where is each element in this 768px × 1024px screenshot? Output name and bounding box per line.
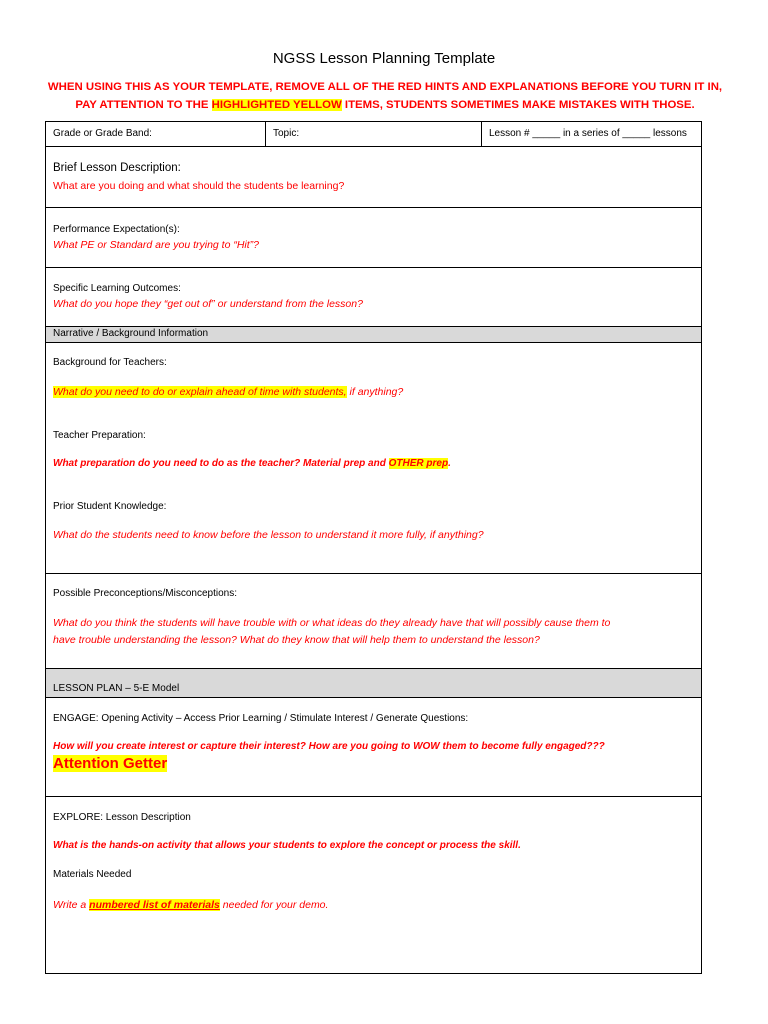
attention-getter: Attention Getter — [53, 755, 168, 772]
teacher-preparation-hint-main: What preparation do you need to do as the teacher? Material prep and — [53, 458, 389, 469]
misconceptions-hint-line-1: What do you think the students will have trouble with or what ideas do they already have that will possibly cause them to — [53, 617, 611, 629]
template-warning — [40, 78, 730, 114]
lesson-plan-section-title: LESSON PLAN – 5-E Model — [53, 683, 180, 694]
warning-text-1: WHEN USING THIS AS YOUR TEMPLATE, REMOVE ALL OF THE RED HINTS AND EXPLANATIONS BEFORE YOU TURN IT IN, PAY ATTENTION TO THE — [47, 81, 723, 111]
background-teachers-hint-rest: if anything? — [346, 386, 404, 398]
lesson-plan-section-header — [46, 669, 701, 698]
lesson-number-cell[interactable] — [482, 122, 701, 146]
learning-outcomes-hint: What do you hope they “get out of” or understand from the lesson? — [53, 298, 363, 310]
learning-outcomes-row[interactable] — [46, 268, 701, 327]
warning-text-2: ITEMS, STUDENTS SOMETIMES MAKE MISTAKES WITH THOSE. — [341, 99, 695, 111]
prior-knowledge-hint: What do the students need to know before the lesson to understand it more fully, if anything? — [53, 529, 484, 541]
engage-label: ENGAGE: Opening Activity – Access Prior Learning / Stimulate Interest / Generate Questions: — [53, 713, 469, 724]
brief-description-row[interactable] — [46, 147, 701, 208]
narrative-body-row[interactable] — [46, 343, 701, 574]
topic-cell[interactable] — [266, 122, 482, 146]
grade-cell[interactable] — [46, 122, 266, 146]
explore-row[interactable] — [46, 797, 701, 973]
engage-hint: How will you create interest or capture their interest? How are you going to WOW them to become fully engaged??? — [53, 741, 605, 752]
misconceptions-row[interactable] — [46, 574, 701, 669]
materials-needed-label: Materials Needed — [53, 869, 132, 880]
explore-hint: What is the hands-on activity that allows your students to explore the concept or process the skill. — [53, 840, 521, 851]
background-teachers-hint-highlight: What do you need to do or explain ahead of time with students, — [53, 386, 347, 398]
brief-description-colon: : — [177, 162, 181, 174]
learning-outcomes-label: Specific Learning Outcomes: — [53, 283, 181, 294]
grade-label: Grade or Grade Band: — [53, 128, 152, 139]
engage-row[interactable] — [46, 698, 701, 797]
topic-label: Topic: — [273, 128, 300, 139]
teacher-preparation-hint-highlight: OTHER prep — [388, 458, 449, 469]
warning-highlight: HIGHLIGHTED YELLOW — [211, 99, 342, 111]
background-teachers-label: Background for Teachers: — [53, 357, 167, 368]
misconceptions-label: Possible Preconceptions/Misconceptions: — [53, 588, 237, 599]
teacher-preparation-hint-end: . — [448, 458, 451, 469]
narrative-section-header — [46, 327, 701, 343]
performance-expectation-row[interactable] — [46, 208, 701, 268]
materials-hint — [53, 899, 328, 911]
brief-description-title: Brief Lesson Description — [53, 162, 178, 174]
performance-expectation-label: Performance Expectation(s): — [53, 224, 180, 235]
header-row — [46, 122, 701, 147]
performance-expectation-hint: What PE or Standard are you trying to “Hit”? — [53, 239, 260, 251]
lesson-plan-table — [45, 121, 702, 974]
brief-description-label — [53, 162, 181, 174]
brief-description-hint: What are you doing and what should the students be learning? — [53, 180, 345, 192]
misconceptions-hint-line-2: have trouble understanding the lesson? What do they know that will help them to understand the lesson? — [53, 634, 540, 646]
explore-label: EXPLORE: Lesson Description — [53, 812, 191, 823]
narrative-section-title: Narrative / Background Information — [53, 328, 209, 339]
materials-hint-post: needed for your demo. — [219, 899, 329, 911]
teacher-preparation-label: Teacher Preparation: — [53, 430, 146, 441]
page-title: NGSS Lesson Planning Template — [272, 50, 496, 67]
background-teachers-hint — [53, 386, 403, 398]
materials-hint-highlight: numbered list of materials — [89, 899, 220, 911]
teacher-preparation-hint — [53, 458, 451, 469]
prior-knowledge-label: Prior Student Knowledge: — [53, 501, 167, 512]
lesson-number-label: Lesson # _____ in a series of _____ lessons — [489, 128, 687, 139]
materials-hint-pre: Write a — [53, 899, 90, 911]
